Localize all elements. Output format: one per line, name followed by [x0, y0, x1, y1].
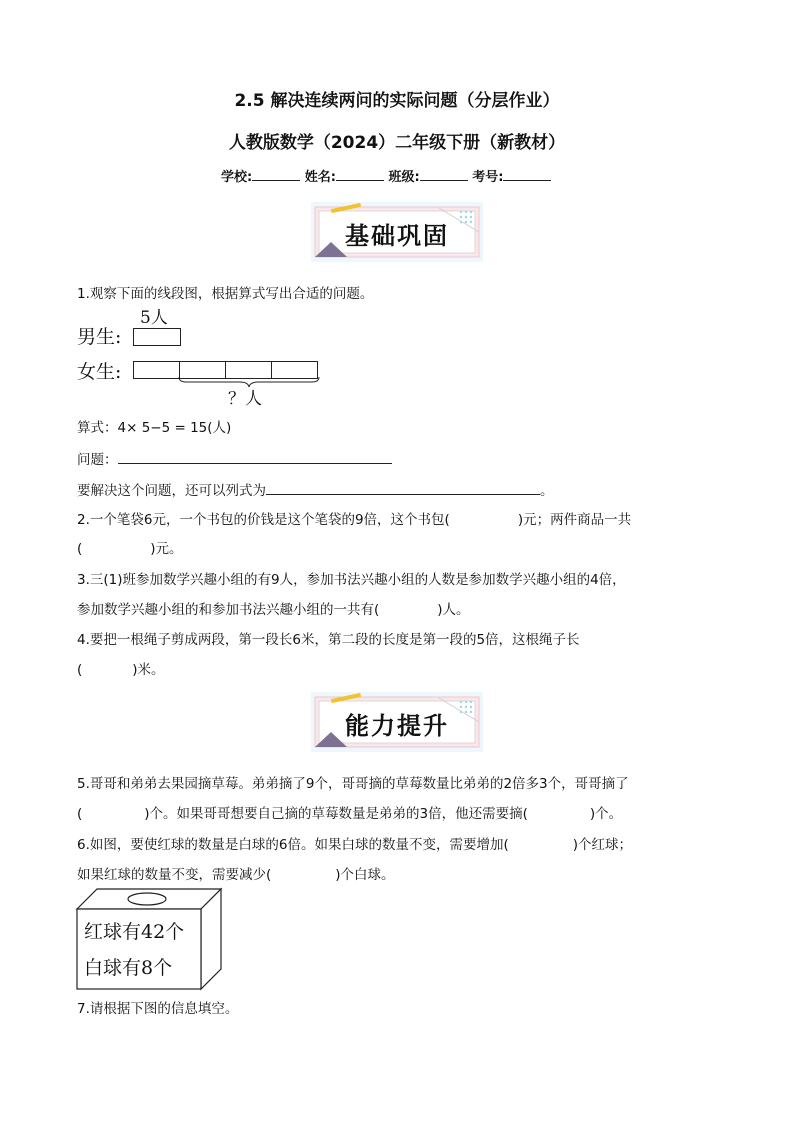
page-title: 2.5 解决连续两问的实际问题（分层作业）: [234, 91, 560, 111]
q2-text: )元。: [150, 541, 183, 557]
question-1-question-line: [77, 449, 392, 470]
alt-formula-end: 。: [540, 483, 554, 499]
q6-text: 6.如图，要使红球的数量是白球的6倍。如果白球的数量不变，需要增加(: [77, 837, 509, 853]
boys-count-label: 5人: [140, 308, 168, 328]
question-3-line-2: [77, 600, 470, 620]
question-2-line-2: [77, 539, 183, 559]
question-blank[interactable]: [118, 449, 392, 464]
q6-text: 如果红球的数量不变，需要减少(: [77, 867, 272, 883]
q4-text: )米。: [132, 662, 165, 678]
section-title-advanced: 能力提升: [345, 712, 449, 740]
question-4-line-1: 4.要把一根绳子剪成两段，第一段长6米，第二段的长度是第一段的5倍，这根绳子长: [77, 632, 580, 648]
boys-segment: [133, 328, 181, 346]
student-info-line: [221, 166, 551, 185]
q2-text: )元；两件商品一共: [517, 512, 632, 528]
question-4-line-2: [77, 660, 165, 680]
girls-unknown-label: ？人: [228, 389, 262, 409]
question-1-text: 1.观察下面的线段图，根据算式写出合适的问题。: [77, 286, 374, 302]
question-5-line-1: 5.哥哥和弟弟去果园摘草莓。弟弟摘了9个，哥哥摘的草莓数量比弟弟的2倍多3个，哥哥摘了: [77, 776, 629, 792]
name-blank[interactable]: [336, 166, 384, 181]
q6-text: )个白球。: [335, 867, 395, 883]
q2-text: (: [77, 541, 83, 557]
q5-text: )个。: [589, 806, 623, 822]
question-7-text: 7.请根据下图的信息填空。: [77, 1001, 239, 1017]
q4-text: (: [77, 662, 83, 678]
class-blank[interactable]: [420, 166, 468, 181]
exam-no-label: 考号:: [472, 170, 504, 185]
school-label: 学校:: [221, 170, 253, 185]
q5-text: )个。如果哥哥想要自己摘的草莓数量是弟弟的3倍，他还需要摘(: [144, 806, 528, 822]
q3-text: 参加数学兴趣小组的和参加书法兴趣小组的一共有(: [77, 602, 380, 618]
question-5-line-2: [77, 804, 622, 824]
q5-text: (: [77, 806, 83, 822]
alt-formula-text: 要解决这个问题，还可以列式为: [77, 483, 266, 499]
name-label: 姓名:: [304, 170, 336, 185]
question-1-formula: 算式：4× 5−5 = 15(人): [77, 420, 232, 436]
question-3-line-1: 3.三(1)班参加数学兴趣小组的有9人，参加书法兴趣小组的人数是参加数学兴趣小组的4倍，: [77, 572, 626, 588]
girls-segments: [133, 361, 318, 377]
q2-text: 2.一个笔袋6元，一个书包的价钱是这个笔袋的9倍，这个书包(: [77, 512, 450, 528]
q3-text: )人。: [437, 602, 470, 618]
q6-text: )个红球；: [572, 837, 633, 853]
section-banner-advanced: [311, 692, 483, 752]
question-label: 问题：: [77, 452, 118, 468]
red-ball-count-label: 红球有42个: [84, 921, 185, 943]
question-6-line-1: [77, 835, 632, 855]
girls-segment: [133, 361, 180, 379]
section-title-basic: 基础巩固: [345, 222, 449, 250]
question-6-line-2: [77, 865, 395, 885]
class-label: 班级:: [388, 170, 420, 185]
question-2-line-1: [77, 510, 631, 530]
section-banner-basic: [311, 202, 483, 262]
exam-no-blank[interactable]: [503, 166, 551, 181]
school-blank[interactable]: [252, 166, 300, 181]
question-1-alt-line: [77, 480, 554, 501]
girls-label: 女生:: [77, 361, 122, 383]
boys-label: 男生:: [77, 326, 122, 348]
alt-formula-blank[interactable]: [266, 480, 540, 495]
white-ball-count-label: 白球有8个: [84, 957, 173, 979]
page-subtitle: 人教版数学（2024）二年级下册（新教材）: [228, 133, 566, 153]
